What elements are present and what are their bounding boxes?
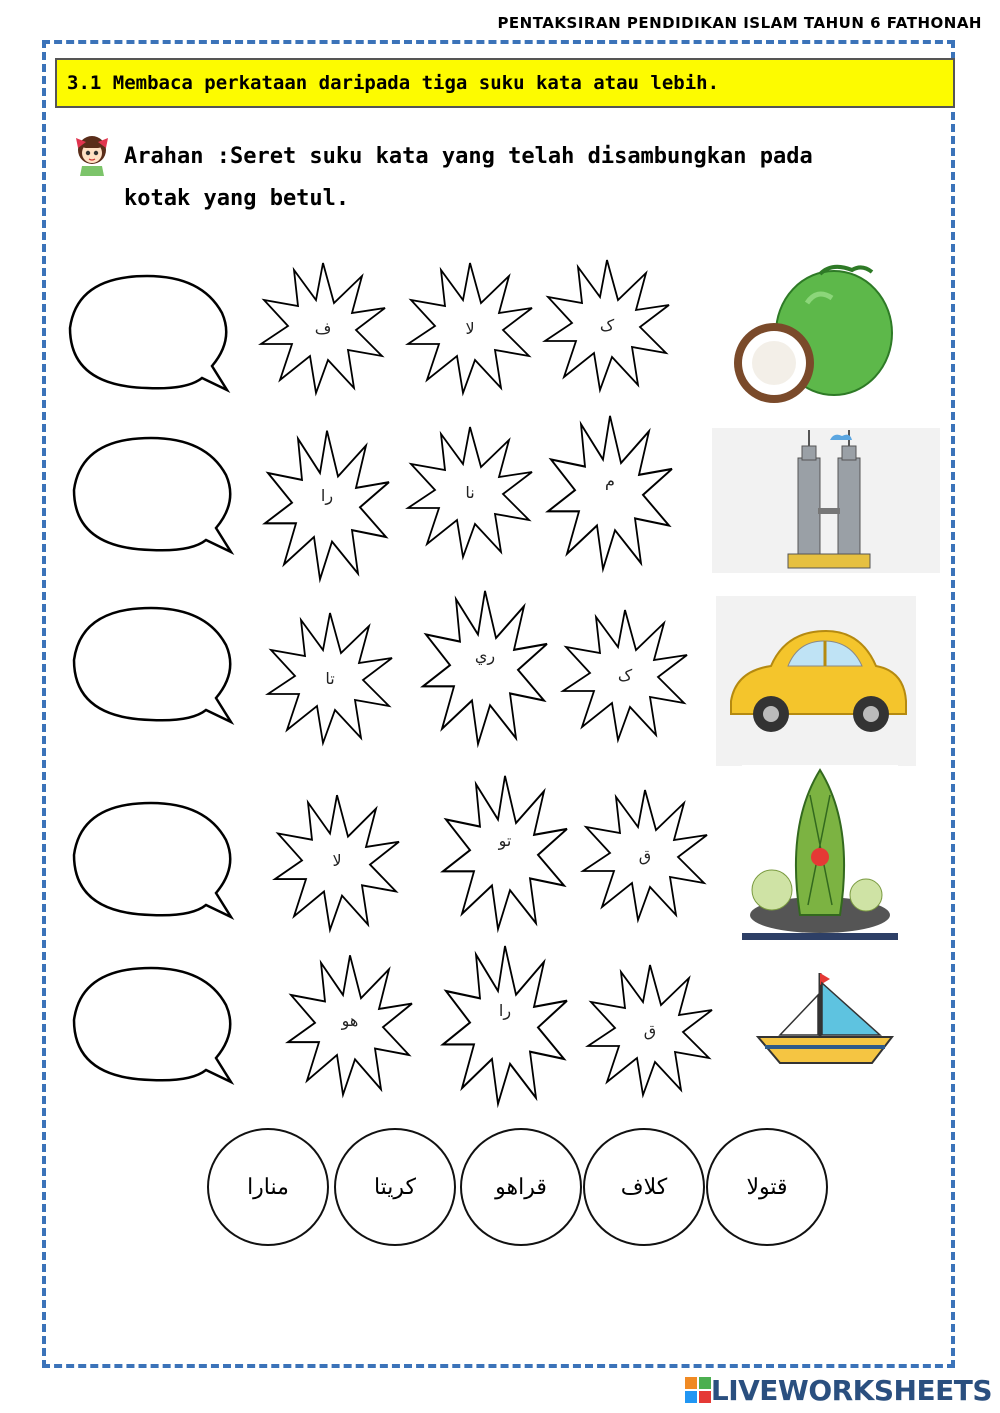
girl-avatar-icon [68, 130, 116, 178]
syllable-label: لا [465, 318, 475, 338]
syllable-label: تا [325, 668, 335, 688]
syllable-label: ق [638, 845, 652, 865]
syllable-label: هو [341, 1010, 359, 1030]
choice-circle[interactable]: منارا [207, 1128, 329, 1246]
syllable-label: ري [474, 645, 496, 665]
answer-bubble-2[interactable] [66, 430, 241, 560]
answer-bubble-3[interactable] [66, 600, 241, 730]
syllable-star [440, 770, 570, 910]
syllable-label: م [605, 470, 615, 490]
syllable-star [262, 425, 392, 565]
choice-circle[interactable]: كريتا [334, 1128, 456, 1246]
syllable-label: تو [498, 830, 512, 850]
syllable-label: را [320, 485, 334, 505]
syllable-star [585, 960, 715, 1100]
objective-banner: 3.1 Membaca perkataan daripada tiga suku kata atau lebih. [55, 58, 955, 108]
syllable-star [545, 410, 675, 550]
syllable-star [440, 940, 570, 1080]
instruction-text [124, 136, 884, 220]
answer-bubble-4[interactable] [66, 795, 241, 925]
car-image [716, 596, 916, 766]
syllable-label: ک [599, 315, 615, 335]
instruction-line-2: kotak yang betul. [124, 186, 350, 211]
choice-circle[interactable]: كلاف [583, 1128, 705, 1246]
syllable-star [265, 608, 395, 748]
syllable-star [420, 585, 550, 725]
syllable-label: ک [617, 665, 633, 685]
choice-circle[interactable]: قتولا [706, 1128, 828, 1246]
answer-bubble-1[interactable] [62, 268, 237, 398]
syllable-star [285, 950, 415, 1090]
sailboat-image [740, 965, 910, 1075]
liveworksheets-logo [685, 1375, 992, 1405]
syllable-label: ف [314, 318, 332, 338]
logo-text: LIVEWORKSHEETS [710, 1373, 992, 1407]
syllable-star [580, 785, 710, 925]
syllable-star [560, 605, 690, 745]
choice-circle[interactable]: قراهو [460, 1128, 582, 1246]
syllable-star [258, 258, 388, 398]
syllable-label: نا [465, 482, 475, 502]
syllable-label: را [498, 1000, 512, 1020]
instruction-line-1: Arahan :Seret suku kata yang telah disambungkan pada [124, 144, 813, 169]
syllable-label: لا [332, 850, 342, 870]
answer-bubble-5[interactable] [66, 960, 241, 1090]
coconut-image [722, 258, 917, 408]
syllable-star [542, 255, 672, 395]
syllable-star [405, 258, 535, 398]
header-title: PENTAKSIRAN PENDIDIKAN ISLAM TAHUN 6 FATHONAH [497, 14, 982, 32]
syllable-label: ق [643, 1020, 657, 1040]
syllable-star [272, 790, 402, 930]
liveworksheets-logo-icon [685, 1377, 711, 1403]
syllable-star [405, 422, 535, 562]
ketupat-image [742, 765, 898, 940]
twin-towers-image [712, 428, 940, 573]
